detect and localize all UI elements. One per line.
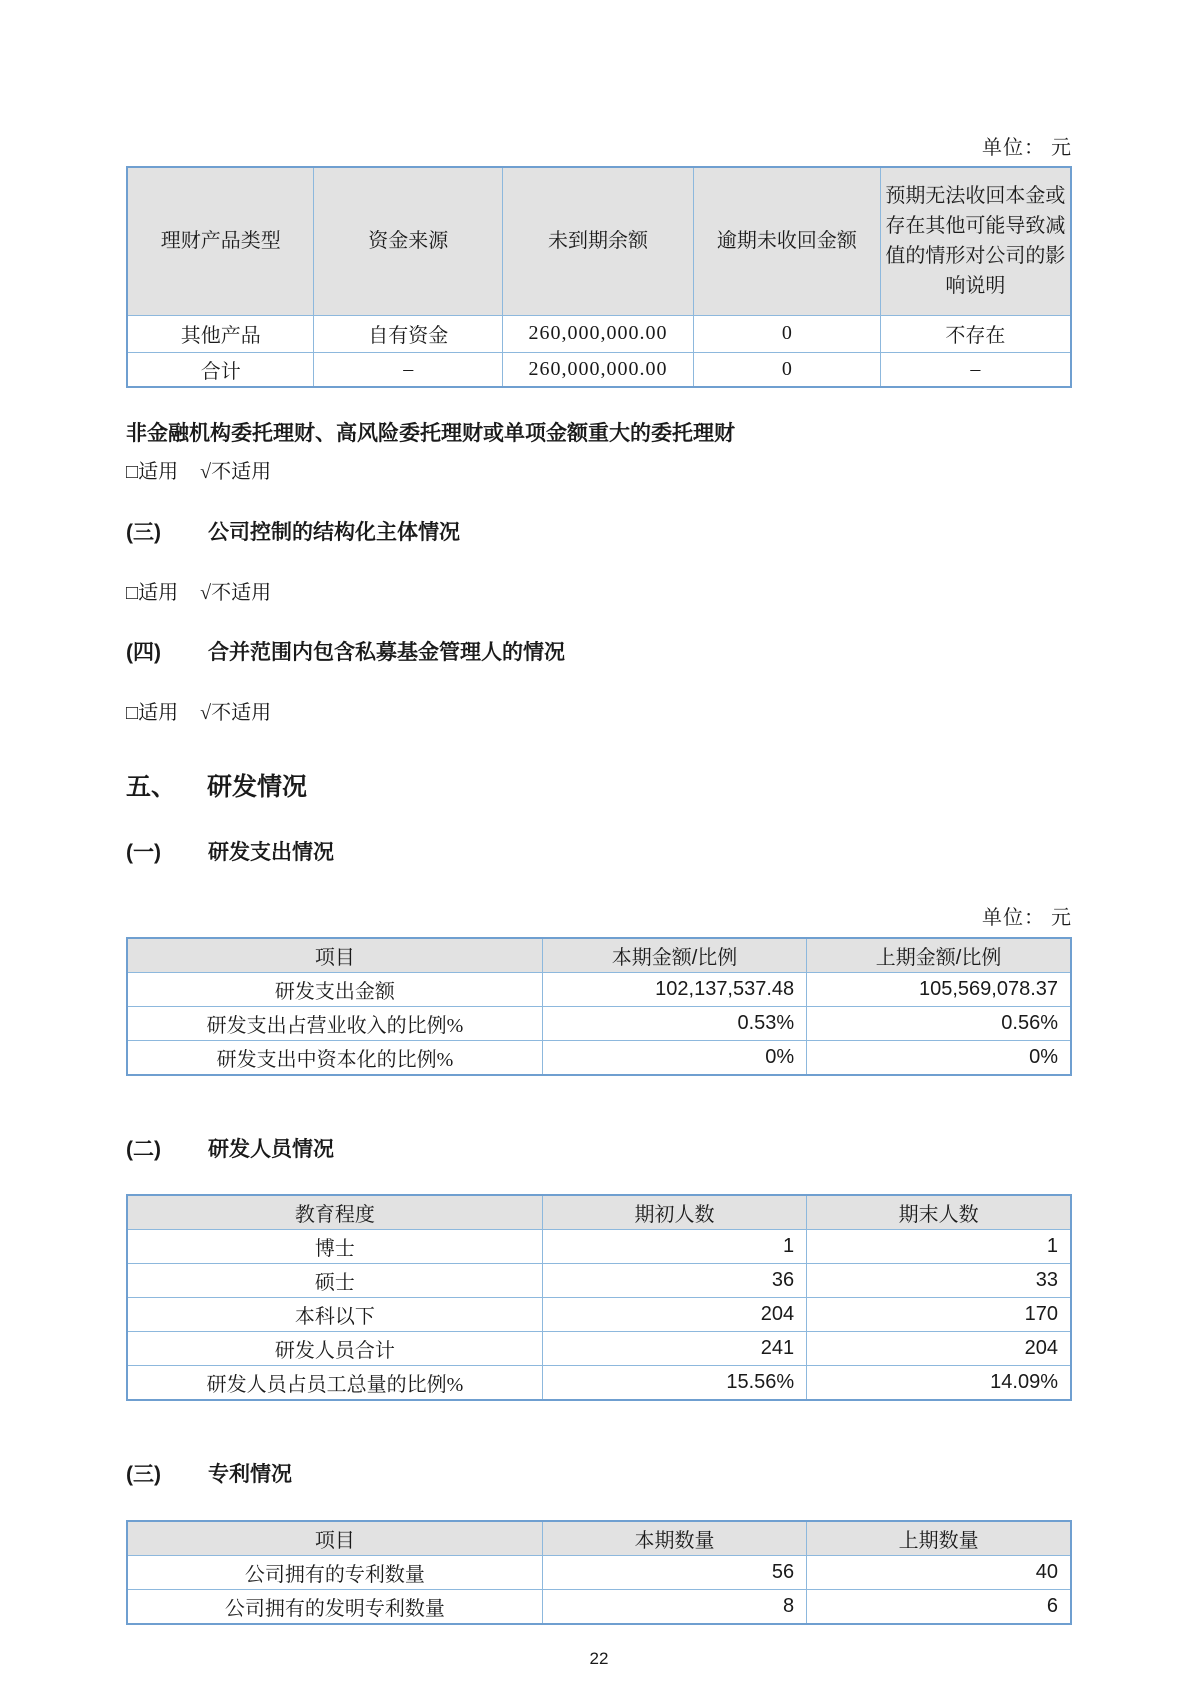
rd-expense-label: 研发支出占营业收入的比例%	[127, 1006, 542, 1040]
rd-expense-prior-value: 0.56%	[807, 1006, 1071, 1040]
not-applicable-check-label: √不适用	[200, 581, 272, 604]
patent-header-prior: 上期数量	[807, 1521, 1071, 1556]
section-heading-s3	[126, 519, 1072, 547]
patent-header-item: 项目	[127, 1521, 542, 1556]
rd-staff-label: 博士	[127, 1229, 542, 1263]
applicable-checkbox-label: □适用	[126, 460, 179, 483]
wealth-cell-total-note: –	[880, 352, 1071, 387]
section-heading-rd	[126, 771, 1072, 803]
wealth-management-table	[126, 166, 1072, 388]
rd-staff-end-value: 1	[807, 1229, 1071, 1263]
patent-header-row	[127, 1521, 1071, 1556]
wealth-cell-balance: 260,000,000.00	[503, 315, 694, 352]
rd-staff-table	[126, 1194, 1072, 1401]
section-number: (三)	[126, 520, 161, 544]
wealth-header-outstanding: 未到期余额	[503, 167, 694, 315]
rd-expense-prior-value: 0%	[807, 1040, 1071, 1075]
rd-expense-label: 研发支出金额	[127, 972, 542, 1006]
rd-expense-header-item: 项目	[127, 938, 542, 973]
table-row	[127, 1006, 1071, 1040]
applicability-line	[126, 580, 1072, 606]
rd-expense-current-value: 0%	[542, 1040, 806, 1075]
unit-label-rd: 单位： 元	[982, 906, 1072, 929]
wealth-header-product-type: 理财产品类型	[127, 167, 314, 315]
section-title: 研发支出情况	[208, 840, 334, 864]
patent-label: 公司拥有的发明专利数量	[127, 1589, 542, 1624]
rd-staff-label: 本科以下	[127, 1297, 542, 1331]
patent-label: 公司拥有的专利数量	[127, 1555, 542, 1589]
not-applicable-check-label: √不适用	[200, 460, 272, 483]
section-heading-s4	[126, 639, 1072, 667]
wealth-cell-note: 不存在	[880, 315, 1071, 352]
wealth-cell-total-source: –	[314, 352, 503, 387]
rd-staff-end-value: 14.09%	[807, 1365, 1071, 1400]
table-row	[127, 315, 1071, 352]
applicability-line	[126, 700, 1072, 726]
table-row	[127, 1040, 1071, 1075]
wealth-cell-total-balance: 260,000,000.00	[503, 352, 694, 387]
wealth-cell-total-label: 合计	[127, 352, 314, 387]
table-row	[127, 1331, 1071, 1365]
rd-staff-begin-value: 241	[542, 1331, 806, 1365]
patent-current-value: 56	[542, 1555, 806, 1589]
table-row	[127, 1365, 1071, 1400]
patent-header-current: 本期数量	[542, 1521, 806, 1556]
wealth-header-overdue: 逾期未收回金额	[693, 167, 880, 315]
rd-expense-current-value: 0.53%	[542, 1006, 806, 1040]
table-row	[127, 1297, 1071, 1331]
entrust-heading: 非金融机构委托理财、高风险委托理财或单项金额重大的委托理财	[126, 421, 735, 445]
wealth-table-header-row	[127, 167, 1071, 315]
section-number: (一)	[126, 840, 161, 864]
wealth-cell-source: 自有资金	[314, 315, 503, 352]
rd-expense-header-prior: 上期金额/比例	[807, 938, 1071, 973]
wealth-header-fund-source: 资金来源	[314, 167, 503, 315]
not-applicable-check-label: √不适用	[200, 701, 272, 724]
applicable-checkbox-label: □适用	[126, 701, 179, 724]
section-number: (三)	[126, 1462, 161, 1486]
rd-staff-header-education: 教育程度	[127, 1195, 542, 1230]
wealth-header-impairment-note: 预期无法收回本金或存在其他可能导致减值的情形对公司的影响说明	[880, 167, 1071, 315]
section-number: (四)	[126, 640, 161, 664]
rd-staff-header-row	[127, 1195, 1071, 1230]
rd-expense-header-current: 本期金额/比例	[542, 938, 806, 973]
page-content	[126, 137, 1072, 1669]
rd-staff-end-value: 204	[807, 1331, 1071, 1365]
section-title: 研发情况	[207, 772, 308, 801]
section-title: 公司控制的结构化主体情况	[208, 520, 460, 544]
section-title: 合并范围内包含私募基金管理人的情况	[208, 640, 565, 664]
rd-staff-begin-value: 204	[542, 1297, 806, 1331]
wealth-cell-overdue: 0	[693, 315, 880, 352]
patent-table	[126, 1520, 1072, 1625]
section-number: 五、	[126, 772, 177, 801]
rd-expense-current-value: 102,137,537.48	[542, 972, 806, 1006]
rd-staff-begin-value: 15.56%	[542, 1365, 806, 1400]
section-heading-patent	[126, 1461, 1072, 1489]
rd-staff-end-value: 170	[807, 1297, 1071, 1331]
rd-staff-header-begin: 期初人数	[542, 1195, 806, 1230]
rd-staff-begin-value: 1	[542, 1229, 806, 1263]
rd-expense-table	[126, 937, 1072, 1076]
rd-staff-label: 研发人员占员工总量的比例%	[127, 1365, 542, 1400]
patent-current-value: 8	[542, 1589, 806, 1624]
rd-staff-begin-value: 36	[542, 1263, 806, 1297]
table-row	[127, 972, 1071, 1006]
section-number: (二)	[126, 1137, 161, 1161]
wealth-cell-total-overdue: 0	[693, 352, 880, 387]
page-number: 22	[589, 1648, 609, 1668]
rd-staff-header-end: 期末人数	[807, 1195, 1071, 1230]
table-row	[127, 1555, 1071, 1589]
table-row	[127, 352, 1071, 387]
rd-staff-end-value: 33	[807, 1263, 1071, 1297]
rd-expense-prior-value: 105,569,078.37	[807, 972, 1071, 1006]
rd-staff-label: 硕士	[127, 1263, 542, 1297]
rd-expense-header-row	[127, 938, 1071, 973]
section-title: 专利情况	[208, 1462, 292, 1486]
patent-prior-value: 40	[807, 1555, 1071, 1589]
section-title: 研发人员情况	[208, 1137, 334, 1161]
applicability-line	[126, 459, 1072, 485]
section-heading-rd-expense	[126, 839, 1072, 867]
table-row	[127, 1229, 1071, 1263]
patent-prior-value: 6	[807, 1589, 1071, 1624]
section-heading-rd-staff	[126, 1136, 1072, 1164]
applicable-checkbox-label: □适用	[126, 581, 179, 604]
table-row	[127, 1589, 1071, 1624]
rd-expense-label: 研发支出中资本化的比例%	[127, 1040, 542, 1075]
wealth-cell-product: 其他产品	[127, 315, 314, 352]
rd-staff-label: 研发人员合计	[127, 1331, 542, 1365]
unit-label-top: 单位： 元	[982, 137, 1072, 159]
table-row	[127, 1263, 1071, 1297]
